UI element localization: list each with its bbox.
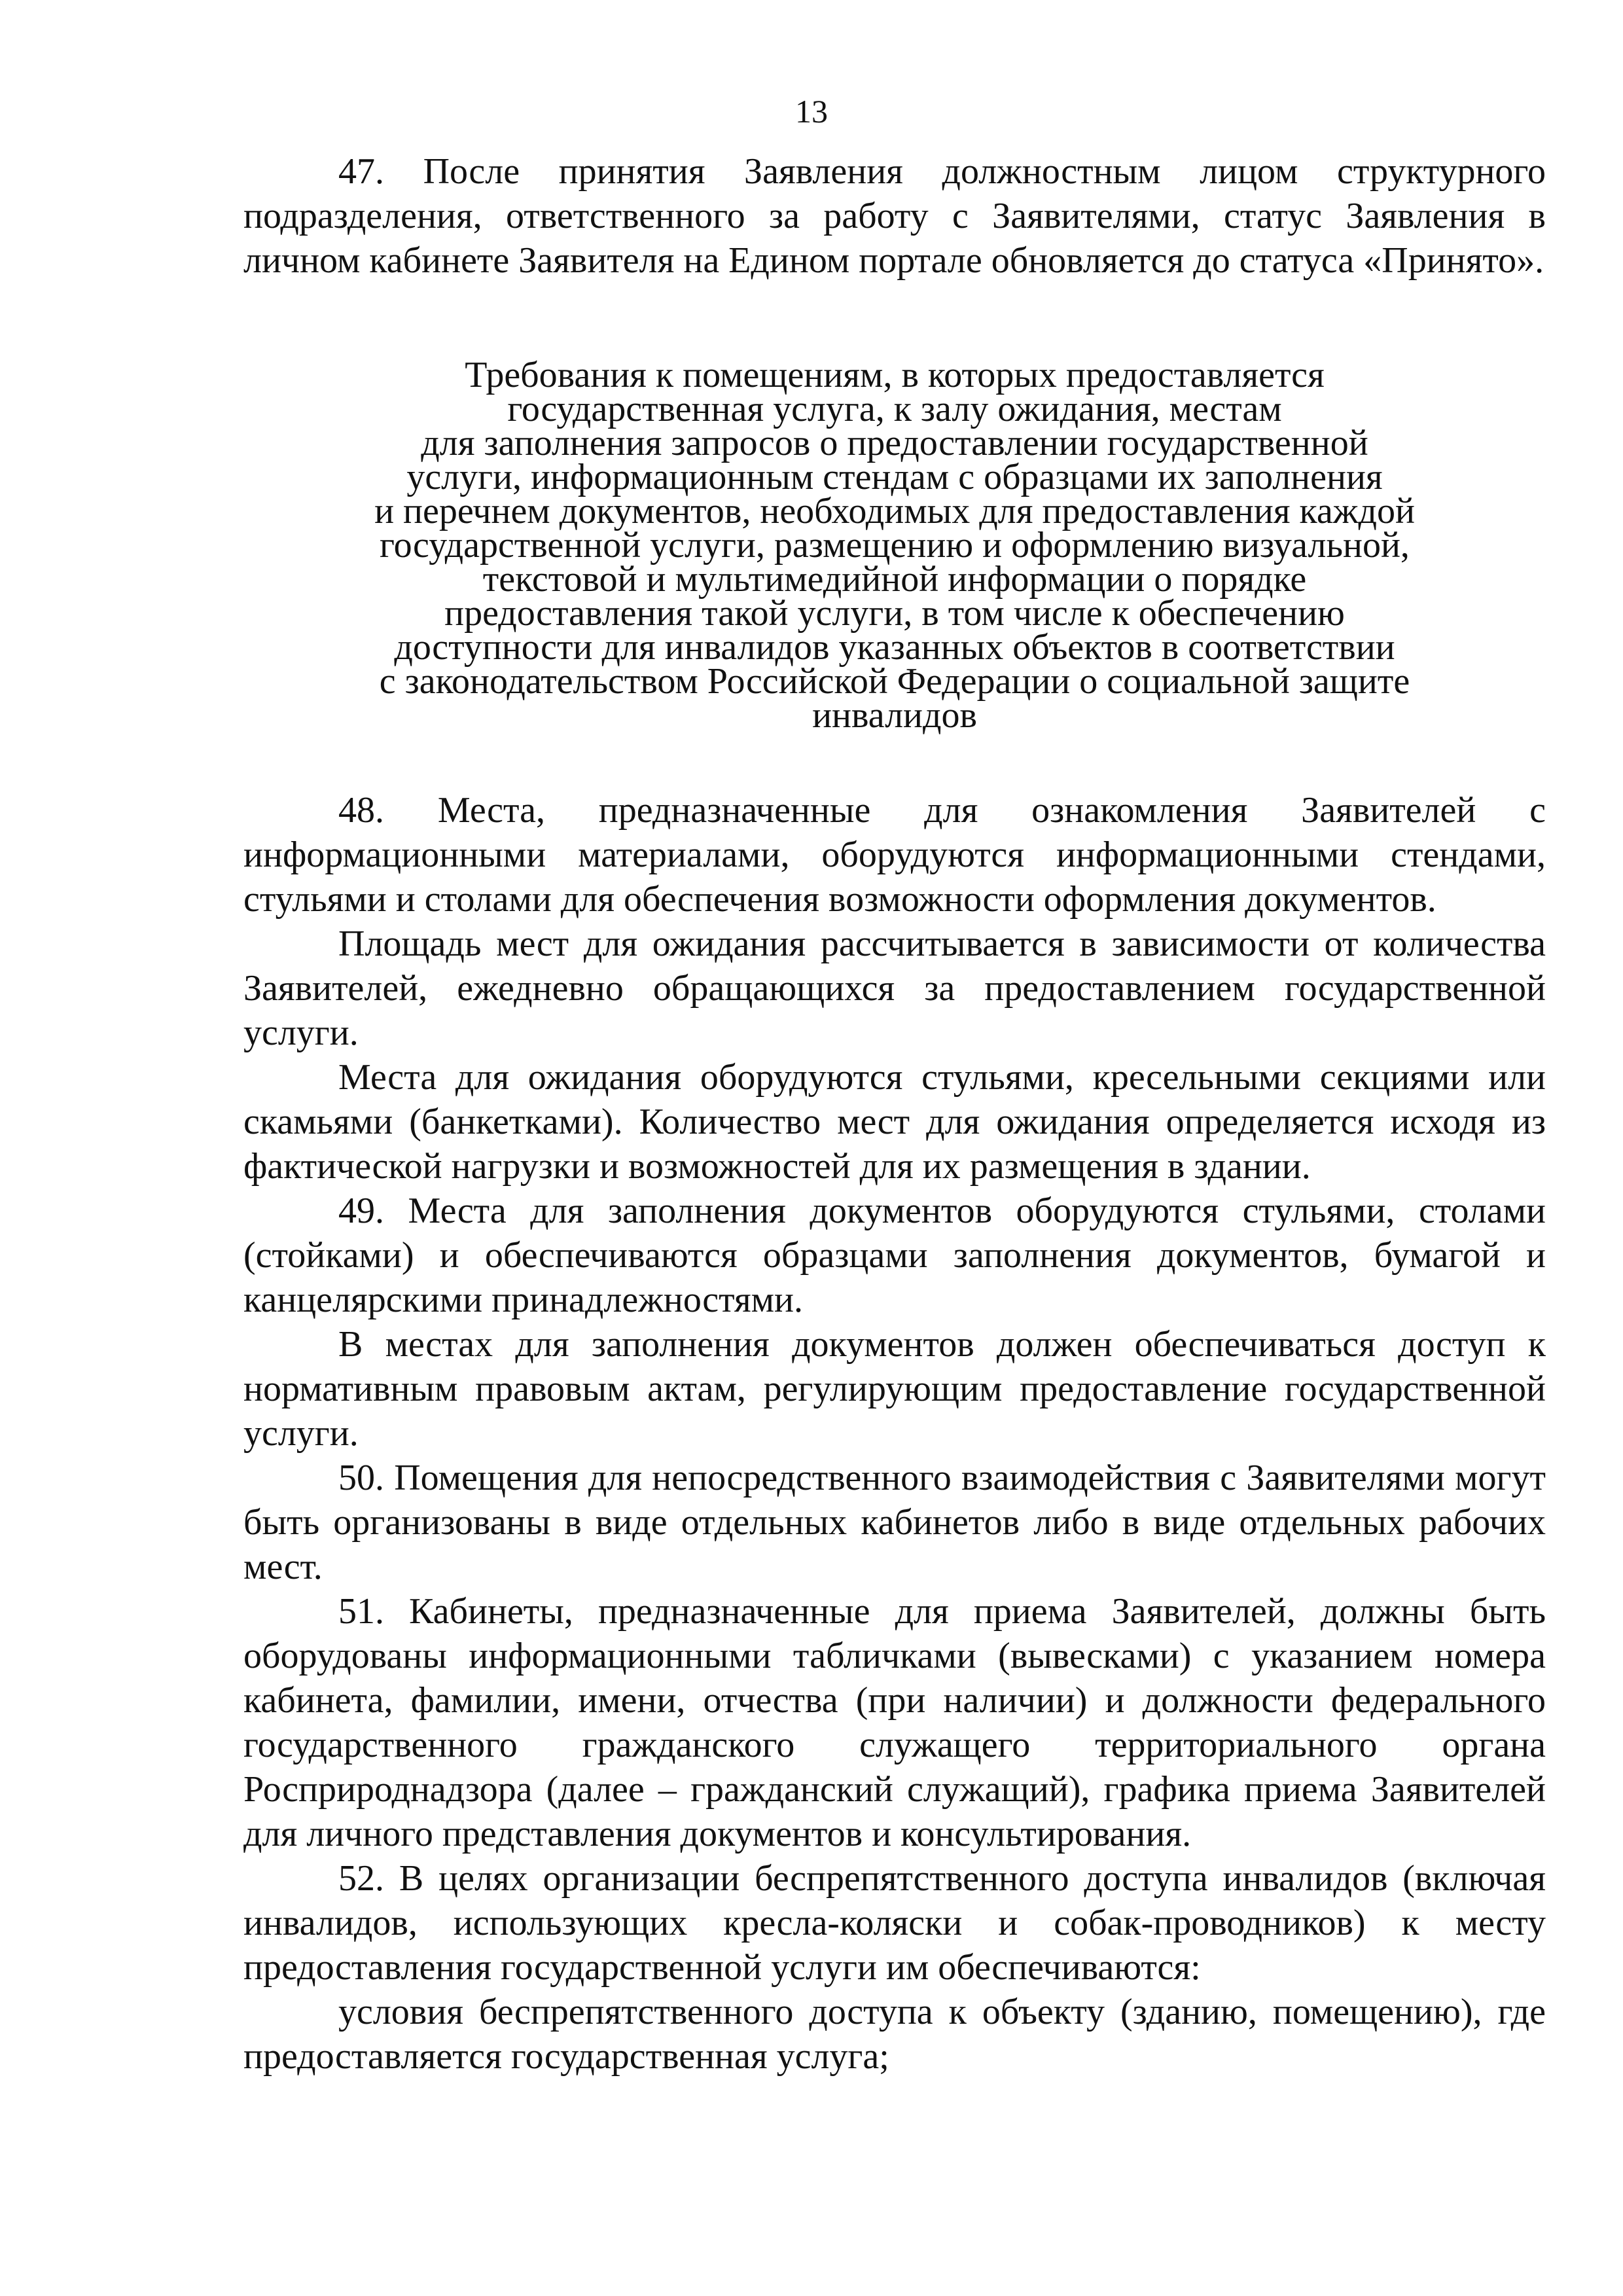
paragraph-48: 48. Места, предназначенные для ознакомления Заявителей с информационными материалами, оборудуются информационными стендами, стульями и столами для обеспечения возможности оформления документов. bbox=[243, 790, 1546, 920]
heading-line: инвалидов bbox=[812, 695, 977, 736]
page-number: 13 bbox=[795, 93, 828, 130]
paragraph-50: 50. Помещения для непосредственного взаимодействия с Заявителями могут быть организованы в виде отдельных кабинетов либо в виде отдельных рабочих мест. bbox=[243, 1458, 1546, 1587]
heading-line: текстовой и мультимедийной информации о порядке bbox=[482, 559, 1307, 600]
heading-line: для заполнения запросов о предоставлении государственной bbox=[421, 423, 1368, 463]
paragraph-49: 49. Места для заполнения документов оборудуются стульями, столами (стойками) и обеспечиваются образцами заполнения документов, бумагой и канцелярскими принадлежностями. bbox=[243, 1191, 1546, 1320]
heading-line: предоставления такой услуги, в том числе к обеспечению bbox=[444, 593, 1345, 634]
paragraph-52: 52. В целях организации беспрепятственного доступа инвалидов (включая инвалидов, использующих кресла-коляски и собак-проводников) к месту предоставления государственной услуги им обеспечиваются: bbox=[243, 1858, 1546, 1988]
heading-line: с законодательством Российской Федерации о социальной защите bbox=[379, 661, 1410, 702]
paragraph-51: 51. Кабинеты, предназначенные для приема Заявителей, должны быть оборудованы информационными табличками (вывесками) с указанием номера кабинета, фамилии, имени, отчества (при наличии) и должности федерального государственного гражданского служащего территориального органа Росприроднадзора (далее – гражданский служащий), графика приема Заявителей для личного представления документов и консультирования. bbox=[243, 1591, 1546, 1854]
heading-line: Требования к помещениям, в которых предоставляется bbox=[465, 355, 1325, 395]
paragraph-48-waiting-seats: Места для ожидания оборудуются стульями, кресельными секциями или скамьями (банкетками). Количество мест для ожидания определяется исходя из фактической нагрузки и возможностей для их размещения в здании. bbox=[243, 1057, 1546, 1187]
heading-line: услуги, информационным стендам с образцами их заполнения bbox=[406, 457, 1383, 497]
heading-line: доступности для инвалидов указанных объектов в соответствии bbox=[394, 627, 1395, 668]
paragraph-47: 47. После принятия Заявления должностным лицом структурного подразделения, ответственного за работу с Заявителями, статус Заявления в личном кабинете Заявителя на Едином портале обновляется до статуса «Принято». bbox=[243, 151, 1546, 281]
paragraph-52-conditions: условия беспрепятственного доступа к объекту (зданию, помещению), где предоставляется государственная услуга; bbox=[243, 1992, 1546, 2077]
section-heading bbox=[243, 355, 1546, 736]
paragraph-48-waiting-area: Площадь мест для ожидания рассчитывается в зависимости от количества Заявителей, ежедневно обращающихся за предоставлением государственной услуги. bbox=[243, 924, 1546, 1053]
heading-line: государственной услуги, размещению и оформлению визуальной, bbox=[380, 525, 1410, 565]
document-body bbox=[243, 149, 1546, 2079]
paragraph-49-legal-access: В местах для заполнения документов должен обеспечиваться доступ к нормативным правовым актам, регулирующим предоставление государственной услуги. bbox=[243, 1324, 1546, 1454]
heading-line: государственная услуга, к залу ожидания, местам bbox=[507, 389, 1282, 429]
heading-line: и перечнем документов, необходимых для предоставления каждой bbox=[374, 491, 1415, 531]
